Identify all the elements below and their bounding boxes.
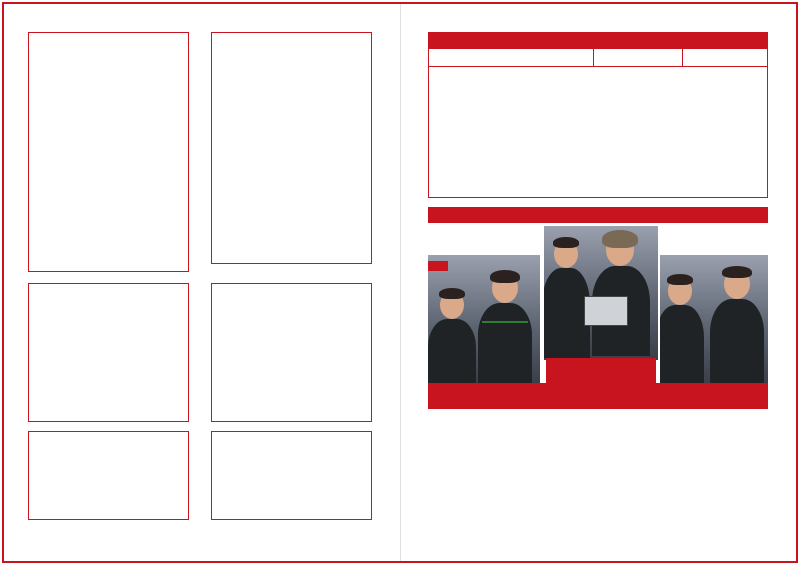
classifica-finale-panel [428,32,768,198]
page-fold [400,4,401,561]
pista2-semifinali-panel [211,431,372,520]
pista2-quarti-panel [211,283,372,422]
header-coma [682,49,767,66]
protagonisti-title [428,207,768,223]
pista2-ottavi-panel [211,32,372,264]
third-place-photo [660,255,768,383]
podium-caption-bar [428,383,768,409]
header-vueltas [593,49,682,66]
second-place-photo [428,255,540,383]
pista1-semifinali-panel [28,431,189,520]
classifica-table [429,49,767,67]
classifica-header-row [429,49,767,66]
winner-photo [544,226,658,360]
header-pilota [509,49,594,66]
header-pos [429,49,509,66]
pista1-ottavi-panel [28,32,189,272]
pista1-quarti-panel [28,283,189,422]
classifica-title [429,33,767,49]
